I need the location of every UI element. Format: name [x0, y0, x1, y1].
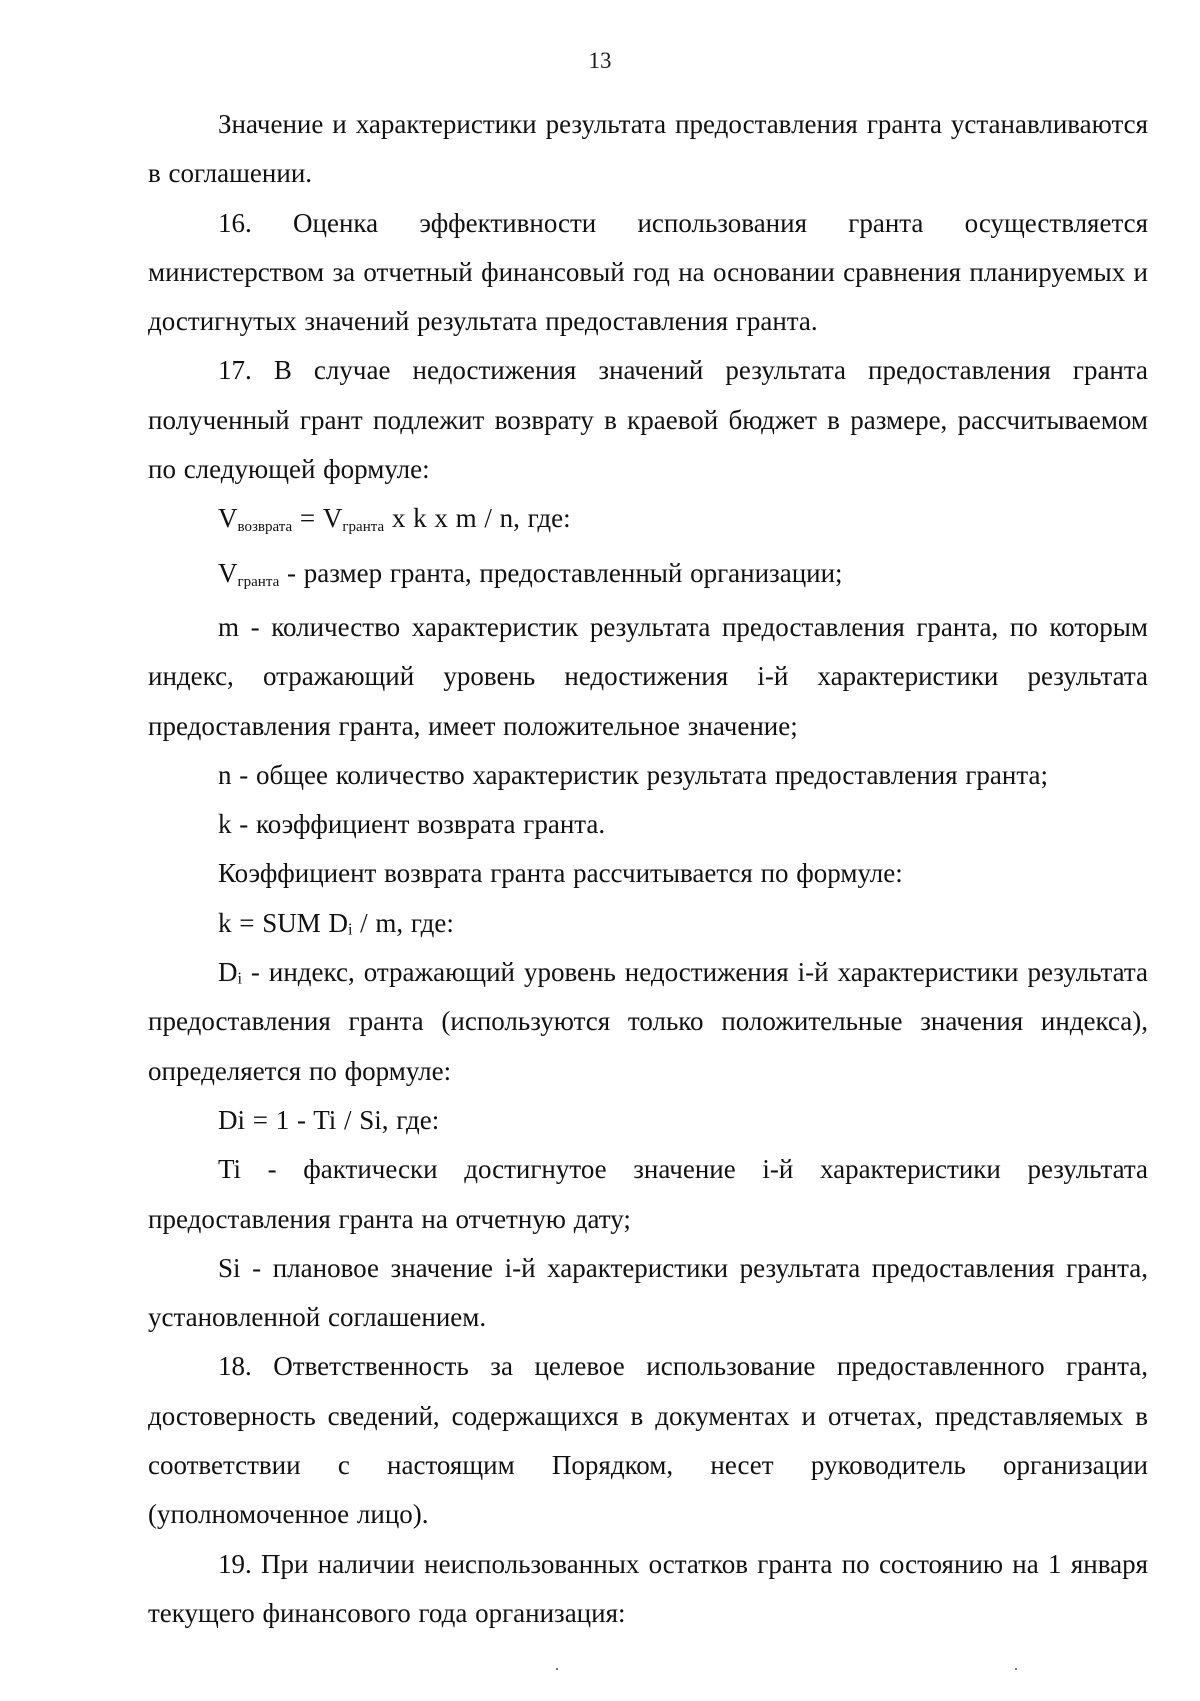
definition-k: k - коэффициент возврата гранта.	[218, 809, 606, 840]
definition-ti: Ti - фактически достигнутое значение i-й характеристики результата предоставления гранта на отчетную дату;	[148, 1154, 1148, 1234]
definition-v-grant	[148, 549, 1148, 603]
definition-v-subscript: гранта	[237, 573, 280, 590]
formula-v-symbol: V	[218, 503, 238, 534]
scan-speck	[556, 1668, 558, 1670]
paragraph-18-responsibility: 18. Ответственность за целевое использование предоставленного гранта, достоверность сведений, содержащихся в документах и отчетах, представляемых в соответствии с настоящим Порядком, несет руководитель организации (уполномоченное лицо).	[148, 1351, 1148, 1530]
formula-return-volume	[148, 494, 1148, 548]
formula-equals-v: = V	[292, 503, 343, 534]
paragraph-result-values: Значение и характеристики результата предоставления гранта устанавливаются в соглашении.	[148, 109, 1148, 189]
formula-rest: x k x m / n, где:	[384, 503, 571, 534]
definition-m: m - количество характеристик результата предоставления гранта, по которым индекс, отражающий уровень недостижения i-й характеристики результата предоставления гранта, имеет положительное значение;	[148, 611, 1148, 741]
definition-si: Si - плановое значение i-й характеристики результата предоставления гранта, установленной соглашением.	[148, 1252, 1148, 1333]
formula-v-subscript-grant: гранта	[342, 519, 385, 536]
page-number: 13	[588, 48, 612, 73]
formula-k: k = SUM Dᵢ / m, где:	[218, 907, 454, 938]
definition-v-symbol: V	[218, 557, 238, 588]
paragraph-k-formula-intro: Коэффициент возврата гранта рассчитывается по формуле:	[218, 858, 903, 889]
document-body	[148, 100, 1148, 1638]
paragraph-17-return: 17. В случае недостижения значений результата предоставления гранта полученный грант подлежит возврату в краевой бюджет в размере, рассчитываемом по следующей формуле:	[148, 355, 1148, 485]
definition-n: n - общее количество характеристик результата предоставления гранта;	[218, 759, 1048, 790]
definition-v-text: - размер гранта, предоставленный организации;	[279, 557, 843, 588]
paragraph-19-unused-balance: 19. При наличии неиспользованных остатков гранта по состоянию на 1 января текущего финансового года организация:	[148, 1548, 1148, 1628]
scan-speck	[1015, 1668, 1017, 1670]
formula-v-subscript-return: возврата	[237, 519, 293, 536]
paragraph-16-efficiency: 16. Оценка эффективности использования гранта осуществляется министерством за отчетный финансовый год на основании сравнения планируемых и достигнутых значений результата предоставления гранта.	[148, 207, 1148, 337]
definition-di: Dᵢ - индекс, отражающий уровень недостижения i-й характеристики результата предоставления гранта (используются только положительные значения индекса), определяется по формуле:	[148, 957, 1148, 1086]
formula-di: Di = 1 - Ti / Si, где:	[218, 1104, 440, 1135]
